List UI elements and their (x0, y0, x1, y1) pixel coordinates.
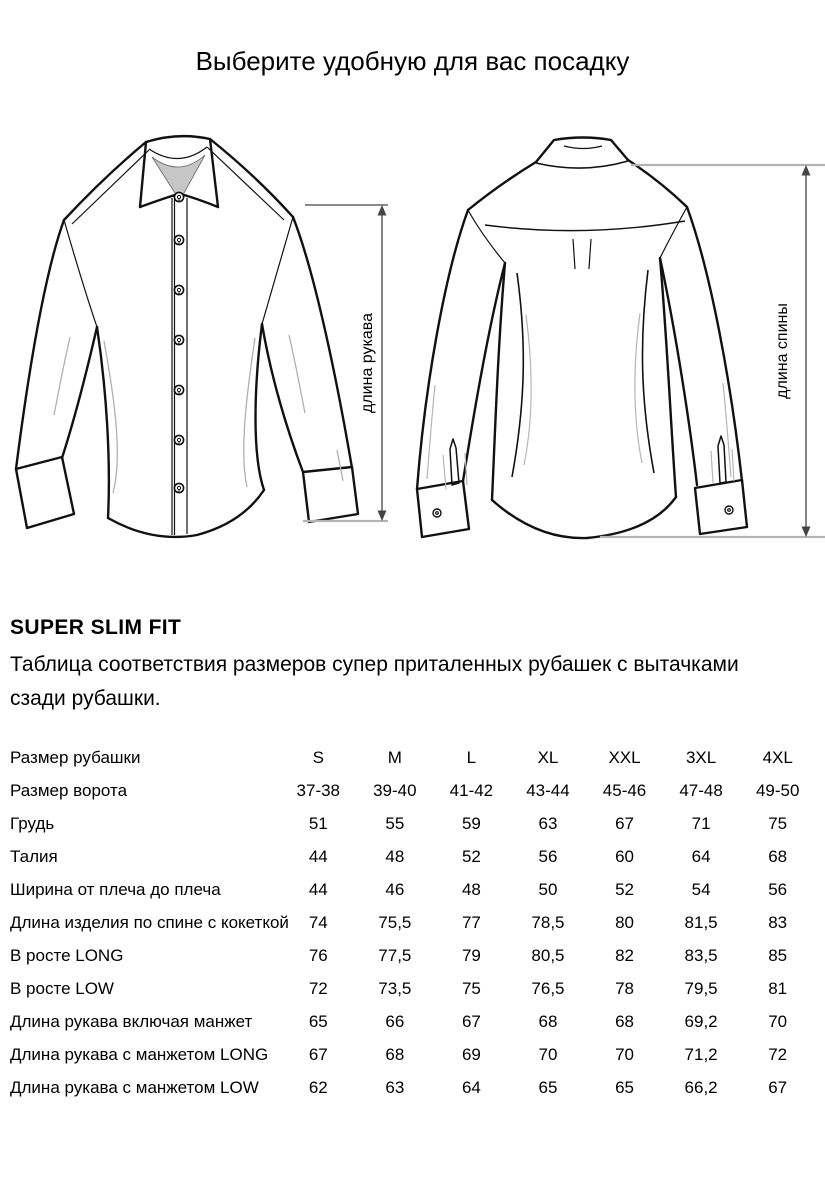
size-value-cell: 81 (768, 978, 788, 998)
sleeve-length-label: длина рукава (359, 313, 377, 413)
size-value-cell: 75,5 (378, 912, 412, 932)
size-value-cell: 78,5 (531, 912, 565, 932)
size-value-cell: 44 (308, 846, 328, 866)
size-value-cell: 56 (538, 846, 558, 866)
size-value-cell: 43-44 (526, 780, 570, 800)
size-value-cell: 45-46 (602, 780, 647, 800)
size-value-cell: S (312, 747, 324, 767)
size-value-cell: 64 (461, 1077, 481, 1097)
size-value-cell: 72 (308, 978, 328, 998)
size-value-cell: 54 (691, 879, 711, 899)
size-value-cell: 78 (615, 978, 634, 998)
size-value-cell: 3XL (685, 747, 717, 767)
table-row (10, 774, 816, 807)
size-value-cell: 62 (308, 1077, 328, 1097)
size-value-cell: 70 (615, 1044, 634, 1064)
size-value-cell: 65 (538, 1077, 558, 1097)
table-row (10, 939, 816, 972)
size-value-cell: 76 (308, 945, 328, 965)
size-value-cell: 67 (615, 813, 634, 833)
size-value-cell: 85 (768, 945, 788, 965)
size-value-cell: 68 (768, 846, 788, 866)
size-value-cell: 39-40 (373, 780, 417, 800)
size-value-cell: 67 (768, 1077, 788, 1097)
size-value-cell: 67 (461, 1011, 481, 1031)
size-value-cell: 67 (308, 1044, 328, 1064)
size-value-cell: 75 (768, 813, 788, 833)
row-label: Грудь (10, 813, 55, 833)
back-length-label: длина спины (774, 303, 792, 399)
table-row (10, 741, 816, 774)
shirt-front-creases (54, 335, 343, 493)
table-row (10, 972, 816, 1005)
row-label: Ширина от плеча до плеча (10, 879, 221, 899)
table-row (10, 840, 816, 873)
size-value-cell: 44 (308, 879, 328, 899)
size-value-cell: 83 (768, 912, 788, 932)
size-value-cell: 68 (385, 1044, 405, 1064)
table-row (10, 1071, 816, 1104)
collar-inner-shade (152, 155, 205, 196)
size-value-cell: 4XL (762, 747, 793, 767)
shirt-back-darts (512, 270, 654, 477)
size-value-cell: 64 (691, 846, 711, 866)
shirt-buttons (174, 192, 183, 493)
size-table-body (10, 741, 816, 1104)
size-value-cell: 51 (308, 813, 328, 833)
size-value-cell: 81,5 (684, 912, 718, 932)
size-value-cell: 48 (385, 846, 405, 866)
size-value-cell: 73,5 (378, 978, 412, 998)
size-value-cell: 65 (308, 1011, 328, 1031)
size-value-cell: 68 (615, 1011, 634, 1031)
size-value-cell: 69,2 (684, 1011, 718, 1031)
size-value-cell: 74 (308, 912, 328, 932)
size-value-cell: 76,5 (531, 978, 565, 998)
size-value-cell: 48 (461, 879, 481, 899)
size-value-cell: 41-42 (449, 780, 494, 800)
row-label: В росте LOW (10, 978, 114, 998)
size-value-cell: 71,2 (684, 1044, 718, 1064)
size-value-cell: 49-50 (755, 780, 800, 800)
size-value-cell: 70 (768, 1011, 788, 1031)
shirt-back-drawing (405, 133, 825, 553)
size-value-cell: 82 (615, 945, 634, 965)
size-value-cell: 71 (691, 813, 711, 833)
size-value-cell: 80 (615, 912, 634, 932)
page-title: Выберите удобную для вас посадку (195, 46, 630, 76)
size-value-cell: 52 (461, 846, 481, 866)
fit-description: Таблица соответствия размеров супер приталенных рубашек с вытачками сзади рубашки. (10, 653, 739, 710)
size-value-cell: XL (537, 747, 559, 767)
table-row (10, 807, 816, 840)
size-value-cell: 55 (385, 813, 405, 833)
shirt-back-creases (427, 313, 734, 489)
size-value-cell: 66,2 (684, 1077, 718, 1097)
table-row (10, 1038, 816, 1071)
size-value-cell: 68 (538, 1011, 558, 1031)
size-value-cell: 70 (538, 1044, 558, 1064)
sleeve-length-dimension (303, 205, 388, 521)
row-label: Длина изделия по спине с кокеткой (10, 912, 289, 932)
row-label: Длина рукава включая манжет (10, 1011, 253, 1031)
table-row (10, 906, 816, 939)
size-value-cell: 63 (538, 813, 558, 833)
size-value-cell: 59 (461, 813, 481, 833)
row-label: Размер ворота (10, 780, 128, 800)
size-value-cell: 83,5 (684, 945, 718, 965)
fit-heading: SUPER SLIM FIT (10, 616, 182, 639)
size-value-cell: 80,5 (531, 945, 565, 965)
size-value-cell: 50 (538, 879, 558, 899)
size-value-cell: 79 (461, 945, 481, 965)
size-value-cell: 66 (385, 1011, 405, 1031)
table-row (10, 1005, 816, 1038)
size-value-cell: 52 (615, 879, 634, 899)
row-label: Длина рукава с манжетом LONG (10, 1044, 269, 1064)
size-value-cell: 47-48 (679, 780, 723, 800)
size-value-cell: 60 (615, 846, 634, 866)
row-label: Длина рукава с манжетом LOW (10, 1077, 259, 1097)
size-value-cell: 79,5 (684, 978, 718, 998)
row-label: В росте LONG (10, 945, 124, 965)
size-value-cell: 63 (385, 1077, 405, 1097)
size-value-cell: M (387, 747, 402, 767)
size-value-cell: XXL (608, 747, 641, 767)
shirt-front-drawing (12, 125, 392, 565)
table-row (10, 873, 816, 906)
size-value-cell: 65 (615, 1077, 634, 1097)
size-value-cell: 56 (768, 879, 788, 899)
row-label: Талия (10, 846, 58, 866)
size-value-cell: 37-38 (296, 780, 341, 800)
size-table (10, 741, 816, 1104)
size-value-cell: 77,5 (378, 945, 412, 965)
size-value-cell: 69 (461, 1044, 481, 1064)
row-label: Размер рубашки (10, 747, 141, 767)
size-value-cell: L (466, 747, 477, 767)
size-value-cell: 77 (461, 912, 481, 932)
size-value-cell: 75 (461, 978, 481, 998)
size-value-cell: 72 (768, 1044, 788, 1064)
size-value-cell: 46 (385, 879, 405, 899)
